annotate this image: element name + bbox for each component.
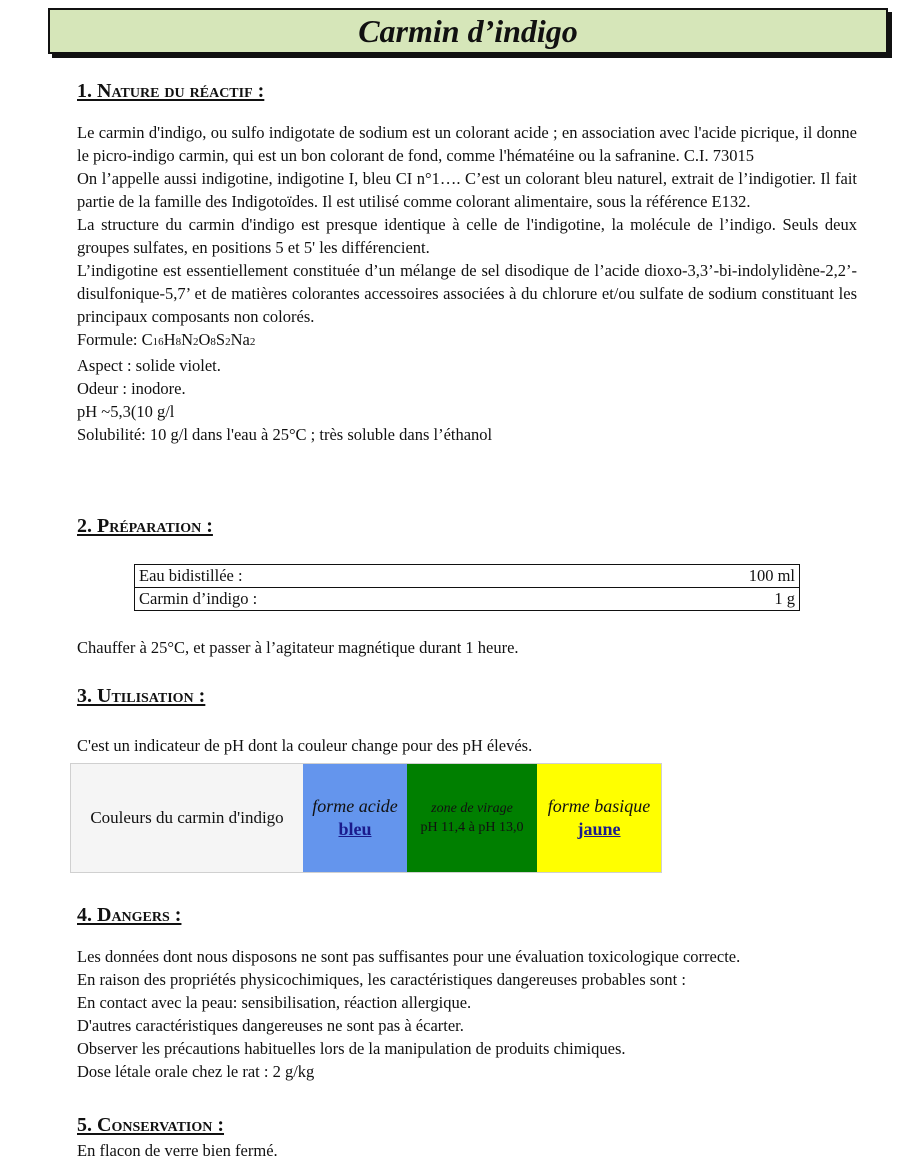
basic-color-link[interactable]: jaune: [577, 819, 621, 839]
basic-form-cell: [537, 764, 661, 872]
utilisation-intro: C'est un indicateur de pH dont la couleur change pour des pH élevés.: [77, 736, 533, 755]
table-row: [135, 588, 800, 611]
acid-form-cell: [303, 764, 407, 872]
page-title: Carmin d’indigo: [358, 12, 578, 49]
section-4-heading: 4. Dangers :: [77, 904, 182, 926]
paragraph: Le carmin d'indigo, ou sulfo indigotate de sodium est un colorant acide ; en association avec l'acide picrique, il donne le picro-indigo carmin, qui est un bon colorant de fond, comme l'hématéine ou la safranine. C.I. 73015: [77, 123, 857, 165]
zone-title: zone de virage: [431, 801, 513, 816]
table-row: [135, 565, 800, 588]
paragraph: Observer les précautions habituelles lors de la manipulation de produits chimiques.: [77, 1039, 626, 1058]
aspect: Aspect : solide violet.: [77, 356, 221, 375]
row-label: Eau bidistillée :: [135, 565, 599, 588]
formula: Formule: C16H8N2O8S2Na2: [77, 330, 256, 349]
paragraph: La structure du carmin d'indigo est presque identique à celle de l'indigotine, la molécule de l’indigo. Seuls deux groupes sulfates, en positions 5 et 5' les différencient.: [77, 215, 857, 257]
color-table-label: Couleurs du carmin d'indigo: [71, 764, 303, 872]
paragraph: L’indigotine est essentiellement constituée d’un mélange de sel disodique de l’acide dioxo-3,3’-bi-indolylidène-2,2’-disulfonique-5,7’ et de matières colorantes accessoires associées à du chlorure et/ou sulfate de sodium constituant les principaux composants non colorés.: [77, 261, 857, 326]
paragraph: Dose létale orale chez le rat : 2 g/kg: [77, 1062, 315, 1081]
zone-virage-cell: [407, 764, 537, 872]
section-4-body: [77, 945, 857, 1083]
zone-range: pH 11,4 à pH 13,0: [420, 820, 524, 835]
paragraph: D'autres caractéristiques dangereuses ne sont pas à écarter.: [77, 1016, 464, 1035]
acid-color-link[interactable]: bleu: [338, 819, 372, 839]
row-value: 1 g: [599, 588, 800, 611]
section-5-heading: 5. Conservation :: [77, 1114, 225, 1136]
section-3-heading: 3. Utilisation :: [77, 685, 206, 707]
section-1-heading: 1. Nature du réactif :: [77, 80, 265, 102]
row-label: Carmin d’indigo :: [135, 588, 599, 611]
paragraph: En raison des propriétés physicochimiques, les caractéristiques dangereuses probables sont :: [77, 970, 686, 989]
paragraph: Les données dont nous disposons ne sont pas suffisantes pour une évaluation toxicologique correcte.: [77, 947, 741, 966]
preparation-table: [134, 564, 800, 611]
basic-form-title: forme basique: [547, 796, 651, 816]
section-1-body: [77, 121, 857, 446]
ph: pH ~5,3(10 g/l: [77, 402, 175, 421]
preparation-note: Chauffer à 25°C, et passer à l’agitateur magnétique durant 1 heure.: [77, 638, 519, 657]
acid-form-title: forme acide: [312, 796, 398, 816]
odeur: Odeur : inodore.: [77, 379, 186, 398]
color-table: [70, 763, 662, 873]
conservation-text: En flacon de verre bien fermé.: [77, 1141, 278, 1160]
row-value: 100 ml: [599, 565, 800, 588]
solubilite: Solubilité: 10 g/l dans l'eau à 25°C ; très soluble dans l’éthanol: [77, 425, 493, 444]
title-box: [48, 8, 888, 54]
paragraph: On l’appelle aussi indigotine, indigotine I, bleu CI n°1…. C’est un colorant bleu naturel, extrait de l’indigotier. Il fait partie de la famille des Indigotoïdes. Il est utilisé comme colorant alimentaire, sous la référence E132.: [77, 169, 857, 211]
section-2-heading: 2. Préparation :: [77, 515, 213, 537]
paragraph: En contact avec la peau: sensibilisation, réaction allergique.: [77, 993, 472, 1012]
